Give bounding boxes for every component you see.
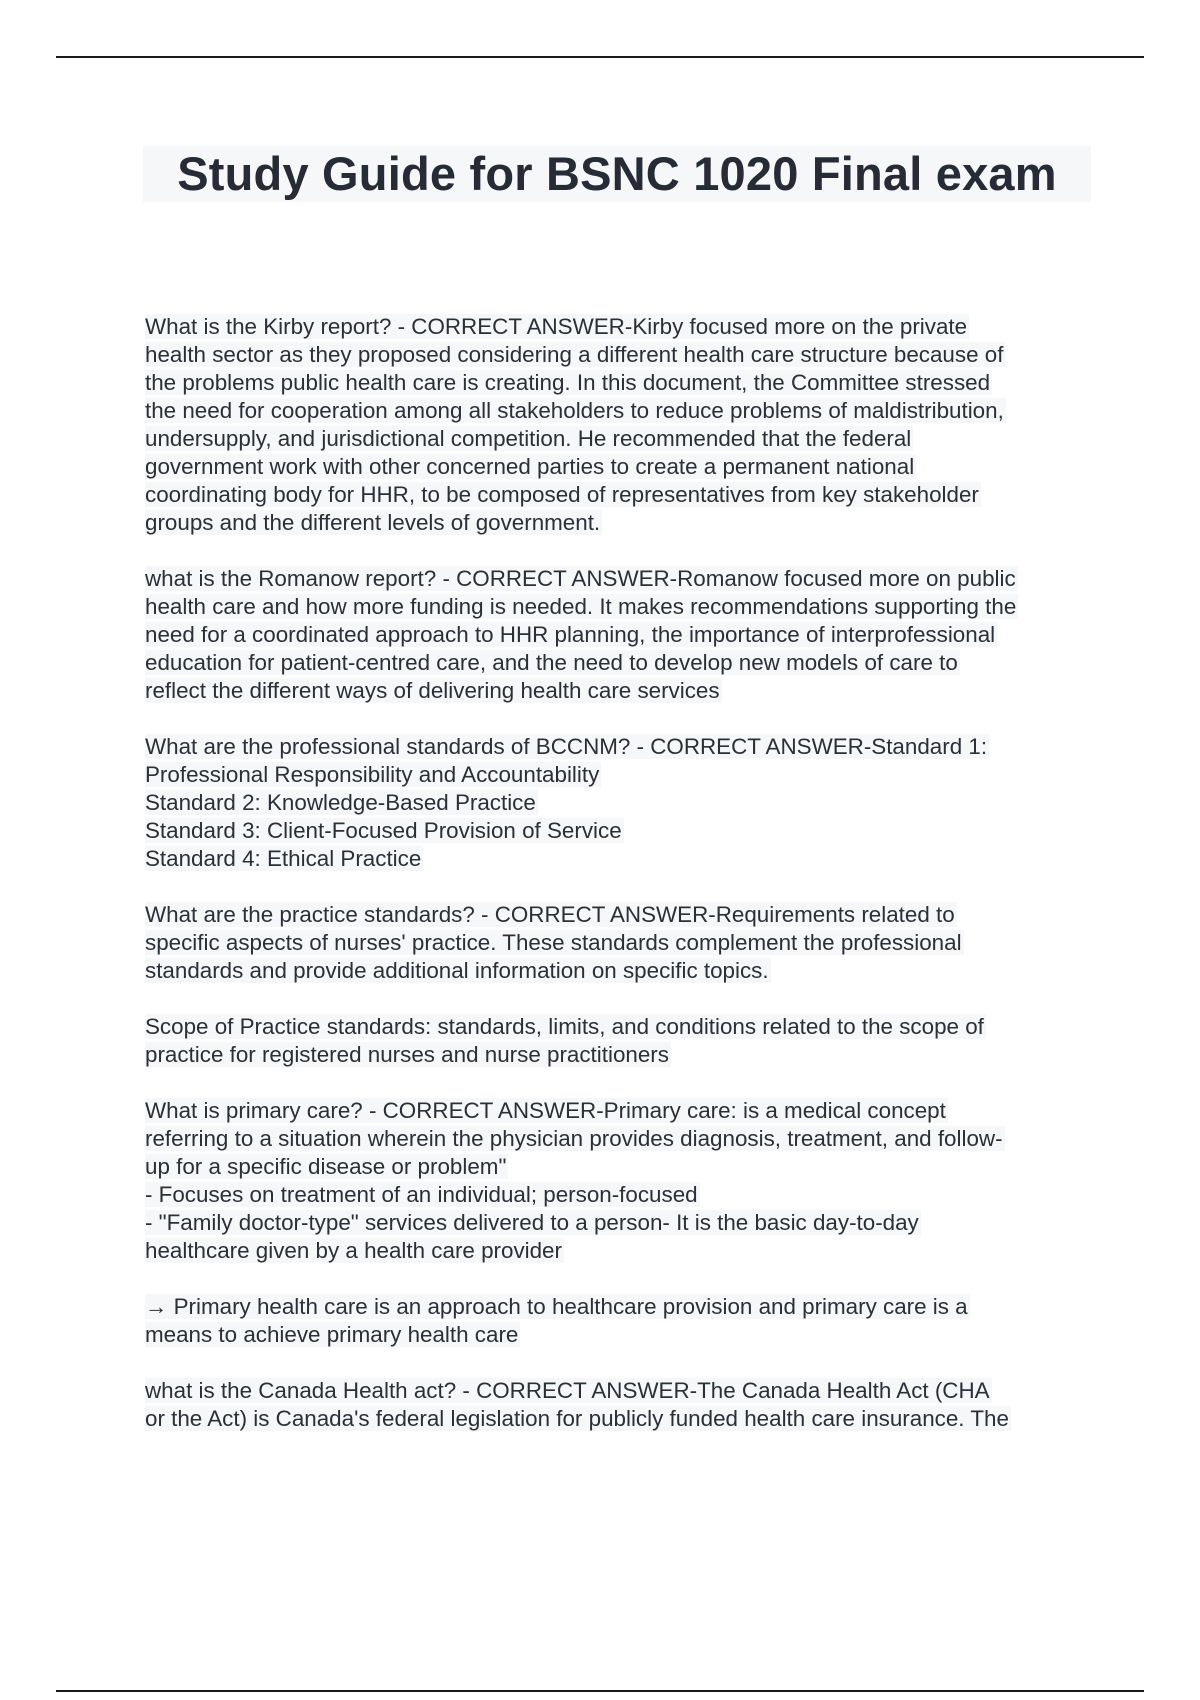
text-line-content: standards and provide additional information on specific topics.	[145, 958, 769, 983]
top-rule	[56, 56, 1144, 58]
text-line	[145, 313, 1095, 341]
text-line-content: education for patient-centred care, and the need to develop new models of care to	[145, 650, 958, 675]
text-line	[145, 453, 1095, 481]
text-line-content: need for a coordinated approach to HHR planning, the importance of interprofessional	[145, 622, 996, 647]
text-line	[145, 957, 1095, 985]
text-line	[145, 1097, 1095, 1125]
text-line	[145, 397, 1095, 425]
text-line-content: what is the Romanow report? - CORRECT ANSWER-Romanow focused more on public	[145, 566, 1016, 591]
text-line-content: Professional Responsibility and Accountability	[145, 762, 600, 787]
text-line-content: What are the practice standards? - CORRECT ANSWER-Requirements related to	[145, 902, 955, 927]
text-line	[145, 1125, 1095, 1153]
text-line	[145, 845, 1095, 873]
qa-entry	[145, 313, 1095, 537]
text-line-content: government work with other concerned parties to create a permanent national	[145, 454, 915, 479]
text-line-content: Scope of Practice standards: standards, limits, and conditions related to the scope of	[145, 1014, 984, 1039]
text-line	[145, 817, 1095, 845]
text-line	[145, 929, 1095, 957]
text-line	[145, 1153, 1095, 1181]
text-line-content: - Focuses on treatment of an individual; person-focused	[145, 1182, 698, 1207]
study-guide-body	[145, 313, 1095, 1461]
text-line	[145, 369, 1095, 397]
text-line	[145, 621, 1095, 649]
text-line	[145, 733, 1095, 761]
text-line	[145, 481, 1095, 509]
bottom-rule	[56, 1690, 1144, 1692]
text-line	[145, 1405, 1095, 1433]
text-line	[145, 1013, 1095, 1041]
qa-entry	[145, 565, 1095, 705]
text-line-content: health care and how more funding is needed. It makes recommendations supporting the	[145, 594, 1017, 619]
page-title: Study Guide for BSNC 1020 Final exam	[177, 147, 1057, 200]
text-line-content: specific aspects of nurses' practice. These standards complement the professional	[145, 930, 962, 955]
text-line	[145, 901, 1095, 929]
text-line	[145, 1377, 1095, 1405]
text-line-content: undersupply, and jurisdictional competition. He recommended that the federal	[145, 426, 912, 451]
text-line	[145, 1321, 1095, 1349]
text-line-content: referring to a situation wherein the physician provides diagnosis, treatment, and follow-	[145, 1126, 1003, 1151]
text-line	[145, 649, 1095, 677]
text-line-content: reflect the different ways of delivering health care services	[145, 678, 720, 703]
title-banner	[143, 146, 1091, 202]
text-line-content: Standard 3: Client-Focused Provision of Service	[145, 818, 622, 843]
text-line	[145, 593, 1095, 621]
qa-entry	[145, 1377, 1095, 1433]
text-line-content: What are the professional standards of BCCNM? - CORRECT ANSWER-Standard 1:	[145, 734, 988, 759]
text-line	[145, 677, 1095, 705]
text-line-content: → Primary health care is an approach to healthcare provision and primary care is a	[145, 1294, 968, 1319]
text-line	[145, 509, 1095, 537]
text-line	[145, 1041, 1095, 1069]
text-line	[145, 1209, 1095, 1237]
text-line-content: coordinating body for HHR, to be composed of representatives from key stakeholder	[145, 482, 979, 507]
text-line-content: What is the Kirby report? - CORRECT ANSWER-Kirby focused more on the private	[145, 314, 968, 339]
text-line-content: the need for cooperation among all stakeholders to reduce problems of maldistribution,	[145, 398, 1004, 423]
text-line	[145, 789, 1095, 817]
text-line-content: what is the Canada Health act? - CORRECT ANSWER-The Canada Health Act (CHA	[145, 1378, 990, 1403]
text-line-content: the problems public health care is creating. In this document, the Committee stressed	[145, 370, 991, 395]
text-line	[145, 425, 1095, 453]
text-line	[145, 1181, 1095, 1209]
text-line-content: - "Family doctor-type" services delivered to a person- It is the basic day-to-day	[145, 1210, 919, 1235]
text-line-content: What is primary care? - CORRECT ANSWER-Primary care: is a medical concept	[145, 1098, 946, 1123]
text-line-content: practice for registered nurses and nurse practitioners	[145, 1042, 669, 1067]
text-line	[145, 565, 1095, 593]
qa-entry	[145, 733, 1095, 873]
text-line	[145, 1293, 1095, 1321]
text-line-content: up for a specific disease or problem"	[145, 1154, 507, 1179]
text-line-content: Standard 2: Knowledge-Based Practice	[145, 790, 536, 815]
text-line	[145, 761, 1095, 789]
text-line-content: groups and the different levels of government.	[145, 510, 601, 535]
text-line	[145, 1237, 1095, 1265]
qa-entry	[145, 1293, 1095, 1349]
text-line-content: means to achieve primary health care	[145, 1322, 519, 1347]
qa-entry	[145, 1013, 1095, 1069]
text-line	[145, 341, 1095, 369]
text-line-content: Standard 4: Ethical Practice	[145, 846, 422, 871]
text-line-content: health sector as they proposed considering a different health care structure because of	[145, 342, 1004, 367]
qa-entry	[145, 901, 1095, 985]
qa-entry	[145, 1097, 1095, 1265]
text-line-content: healthcare given by a health care provider	[145, 1238, 562, 1263]
text-line-content: or the Act) is Canada's federal legislation for publicly funded health care insurance. The	[145, 1406, 1009, 1431]
